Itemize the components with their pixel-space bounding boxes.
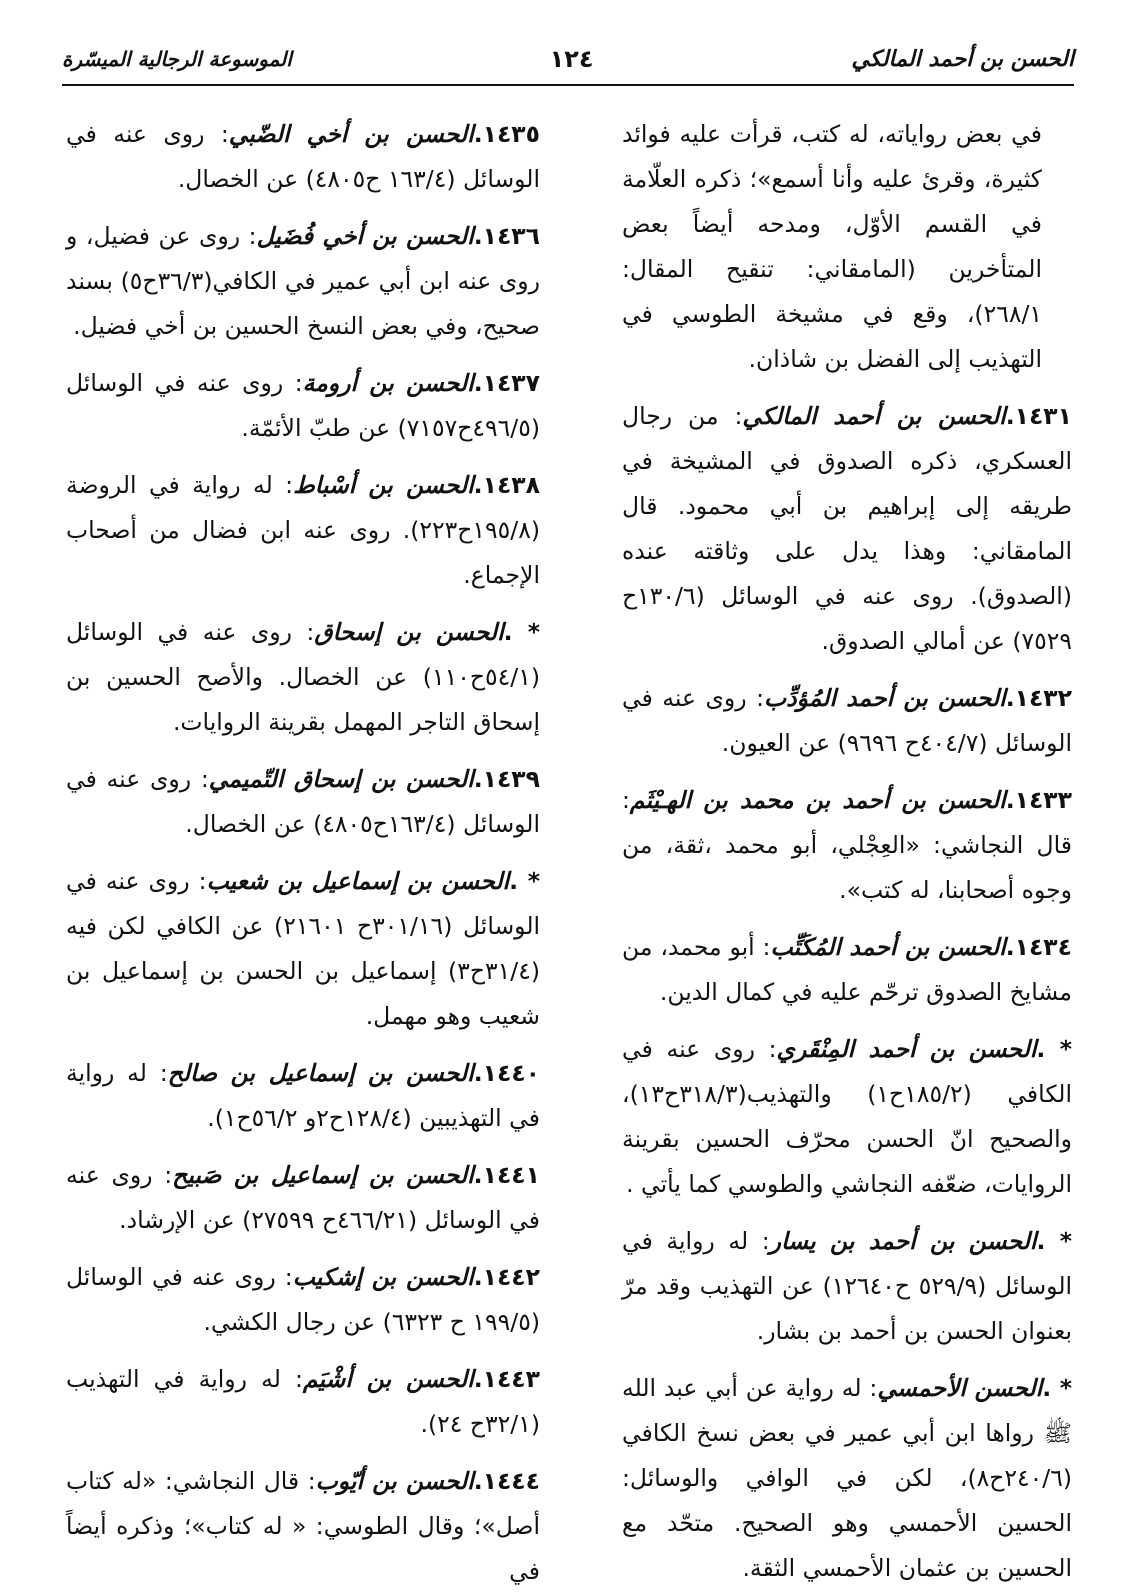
entry-number: ١٤٤٠. <box>473 1059 541 1087</box>
entry-name: الحسن بن أيّوب <box>315 1467 474 1495</box>
biographical-entry <box>66 1459 540 1594</box>
entry-text: : روى عنه في الوسائل (٤٦٦/٢١ح ٢٧٥٩٩) عن الإرشاد. <box>66 1161 540 1234</box>
entry-text: : روى عنه في الوسائل (١٩٩/٥ ح ٦٣٢٣) عن رجال الكشي. <box>66 1263 540 1336</box>
entry-number: ١٤٣٦. <box>473 222 540 250</box>
biographical-entry <box>66 1357 540 1447</box>
entry-text: : روى عنه في الوسائل (٣٠١/١٦ح ٢١٦٠١) عن الكافي لكن فيه (٣١/٤ح٣) إسماعيل بن الحسن بن إسماعيل بن شعيب وهو مهمل. <box>66 867 541 1030</box>
continued-entry: في بعض رواياته، له كتب، قرأت عليه فوائد كثيرة، وقرئ عليه وأنا أسمع»؛ ذكره العلّامة في القسم الأوّل، ومدحه أيضاً بعض المتأخرين (المامقاني: تنقيح المقال: ٢٦٨/١)، وقع في مشيخة الطوسي في التهذيب إلى الفضل بن شاذان. <box>622 120 1042 373</box>
page-header <box>62 38 1074 80</box>
biographical-entry <box>622 1027 1072 1207</box>
entry-text: : له رواية عن أبي عبد الله ﷺ رواها ابن أبي عمير في بعض نسخ الكافي (٢٤٠/٦ح٨)، لكن في الوافي والوسائل: الحسين الأحمسي وهو الصحيح. متحّد مع الحسين بن عثمان الأحمسي الثقة. <box>622 1374 1072 1582</box>
entry-number: ١٤٣٥. <box>473 120 540 148</box>
page-number: ١٢٤ <box>549 45 594 73</box>
entry-number: * . <box>503 618 540 646</box>
running-head-book-title: الموسوعة الرجالية الميسّرة <box>62 47 292 71</box>
entry-number: * . <box>1042 1374 1072 1402</box>
entry-text: : قال النجاشي: «العِجْلي، أبو محمد ،ثقة، من وجوه أصحابنا، له كتب». <box>622 786 1072 904</box>
entry-name: الحسن بن أحمد المُكَتِّب <box>770 933 1006 961</box>
running-head-entry: الحسن بن أحمد المالكي <box>851 46 1074 72</box>
entry-text: : روى عنه في الوسائل (١٦٣/٤ ح٤٨٠٥) عن الخصال. <box>66 120 540 193</box>
entry-number: ١٤٤١. <box>473 1161 540 1189</box>
entry-name: الحسن بن أسْباط <box>293 471 474 499</box>
biographical-entry <box>66 112 540 202</box>
entry-text: : روى عنه في الوسائل (٤٩٦/٥ح٧١٥٧) عن طبّ الأئمّة. <box>66 369 540 442</box>
biographical-entry <box>622 1219 1072 1354</box>
biographical-entry <box>66 1153 540 1243</box>
entry-name: الحسن بن إشكيب <box>292 1263 474 1291</box>
right-entries-list <box>622 394 1072 1591</box>
entry-name: الحسن بن إسماعيل بن شعيب <box>206 867 510 895</box>
biographical-entry <box>622 676 1072 766</box>
biographical-entry <box>622 778 1072 913</box>
entry-number: ١٤٣٧. <box>473 369 540 397</box>
entry-text: : روى عنه في الكافي (١٨٥/٢ح١) والتهذيب(٣١٨/٣ح١٣)، والصحيح انّ الحسن محرّف الحسين بقرينة الروايات، ضعّفه النجاشي والطوسي كما يأتي . <box>622 1035 1072 1198</box>
entry-text: : له رواية في الوسائل (٥٢٩/٩ ح١٢٦٤٠) عن التهذيب وقد مرّ بعنوان الحسن بن أحمد بن بشار. <box>622 1227 1073 1345</box>
biographical-entry <box>66 1051 540 1141</box>
entry-name: الحسن بن أحمد المالكي <box>742 402 1006 430</box>
entry-name: الحسن بن أحمد بن يسار <box>769 1227 1037 1255</box>
entry-text: : له رواية في التهذيب (٣٢/١ح ٢٤). <box>66 1365 540 1438</box>
entry-text: : قال النجاشي: «له كتاب أصل»؛ وقال الطوسي: « له كتاب»؛ وذكره أيضاً في <box>66 1467 540 1585</box>
entry-name: الحسن بن أخي الضّبي <box>228 120 474 148</box>
left-column <box>66 112 541 1585</box>
entry-number: * . <box>1036 1227 1072 1255</box>
right-column <box>622 112 1073 1582</box>
biographical-entry <box>66 361 540 451</box>
entry-text: : روى عنه في الوسائل (٥٤/١ح١١٠) عن الخصال. والأصح الحسين بن إسحاق التاجر المهمل بقرينة الروايات. <box>66 618 540 736</box>
entry-name: الحسن بن أحمد بن محمد بن الهـيْثَم <box>629 786 1006 814</box>
entry-number: * . <box>1036 1035 1072 1063</box>
entry-text: : روى عن فضيل، و روى عنه ابن أبي عمير في الكافي(٣٦/٣ح٥) بسند صحيح، وفي بعض النسخ الحسين بن أخي فضيل. <box>66 222 540 340</box>
biographical-entry <box>66 610 540 745</box>
entry-name: الحسن بن أخي فُضَيل <box>256 222 474 250</box>
entry-text: : له رواية في الروضة (١٩٥/٨ح٢٢٣). روى عنه ابن فضال من أصحاب الإجماع. <box>66 471 540 589</box>
biographical-entry <box>622 1366 1072 1591</box>
biographical-entry <box>66 463 540 598</box>
entry-number: ١٤٣٩. <box>473 765 540 793</box>
entry-text: : له رواية في التهذيبين (١٢٨/٤ح٢و ٥٦/٢ح١). <box>66 1059 540 1132</box>
entry-name: الحسن بن إسماعيل بن صَبيح <box>172 1161 474 1189</box>
entry-text: : من رجال العسكري، ذكره الصدوق في المشيخة في طريقه إلى إبراهيم بن أبي محمود. قال المامقاني: وهذا يدل على وثاقته عنده (الصدوق). روى عنه في الوسائل (١٣٠/٦ح ٧٥٢٩) عن أمالي الصدوق. <box>622 402 1072 655</box>
biographical-entry <box>66 757 540 847</box>
entry-name: الحسن بن أحمد المُؤدِّب <box>763 684 1006 712</box>
entry-name: الحسن بن إسحاق التّميمي <box>208 765 474 793</box>
entry-number: ١٤٣٨. <box>473 471 540 499</box>
header-rule <box>62 84 1074 86</box>
biographical-entry <box>66 214 540 349</box>
biographical-entry <box>66 859 540 1039</box>
entry-number: ١٤٤٢. <box>473 1263 540 1291</box>
entry-name: الحسن الأحمسي <box>877 1374 1043 1402</box>
entry-number: ١٤٣٤. <box>1005 933 1072 961</box>
entry-text: : روى عنه في الوسائل (٤٠٤/٧ح ٩٦٩٦) عن العيون. <box>622 684 1072 757</box>
left-entries-list <box>66 112 540 1594</box>
entry-number: ١٤٤٣. <box>473 1365 540 1393</box>
entry-name: الحسن بن إسحاق <box>314 618 504 646</box>
entry-name: الحسن بن أرومة <box>302 369 474 397</box>
biographical-entry <box>66 1255 540 1345</box>
biographical-entry <box>622 925 1072 1015</box>
entry-number: ١٤٤٤. <box>473 1467 540 1495</box>
entry-number: ١٤٣٢. <box>1005 684 1072 712</box>
entry-number: ١٤٣٣. <box>1005 786 1072 814</box>
entry-name: الحسن بن أحمد المِنْقَري <box>776 1035 1037 1063</box>
entry-number: ١٤٣١. <box>1005 402 1072 430</box>
biographical-entry <box>622 394 1072 664</box>
entry-text: : روى عنه في الوسائل (١٦٣/٤ح٤٨٠٥) عن الخصال. <box>66 765 540 838</box>
entry-text: : أبو محمد، من مشايخ الصدوق ترحّم عليه في كمال الدين. <box>622 933 1072 1006</box>
entry-name: الحسن بن إسماعيل بن صالح <box>167 1059 474 1087</box>
entry-number: * . <box>509 867 540 895</box>
entry-name: الحسن بن أشْيَم <box>302 1365 474 1393</box>
